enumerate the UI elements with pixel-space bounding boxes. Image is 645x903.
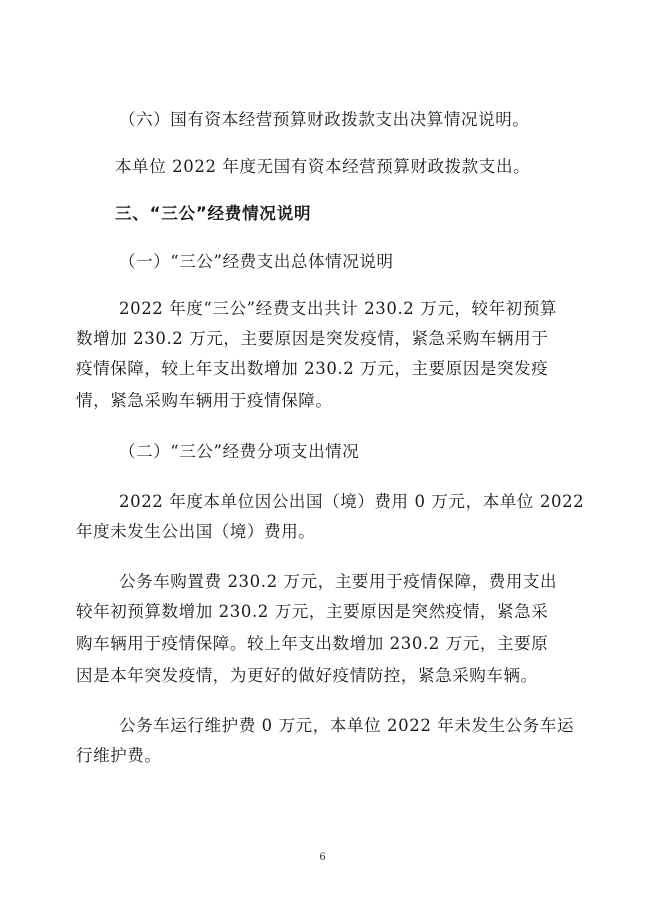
subsection-2-para-2-line-2: 较年初预算数增加 230.2 万元，主要原因是突然疫情，紧急采 <box>76 602 549 621</box>
subsection-2-para-3-line-2: 行维护费。 <box>76 746 162 765</box>
subsection-1-line-1: 2022 年度“三公”经费支出共计 230.2 万元，较年初预算 <box>119 299 558 318</box>
subsection-1-line-2: 数增加 230.2 万元，主要原因是突发疫情，紧急采购车辆用于 <box>76 329 549 348</box>
section-3-heading: 三、“三公”经费情况说明 <box>115 204 312 223</box>
subsection-2-para-2-line-1: 公务车购置费 230.2 万元，主要用于疫情保障，费用支出 <box>119 572 558 591</box>
section-6-heading: （六）国有资本经营预算财政拨款支出决算情况说明。 <box>119 110 530 129</box>
subsection-2-para-3-line-1: 公务车运行维护费 0 万元，本单位 2022 年未发生公务车运 <box>119 716 575 735</box>
page-number: 6 <box>319 852 326 863</box>
subsection-1-line-3: 疫情保障，较上年支出数增加 230.2 万元，主要原因是突发疫 <box>76 359 549 378</box>
subsection-1-heading: （一）“三公”经费支出总体情况说明 <box>119 252 394 271</box>
subsection-2-para-2-line-4: 因是本年突发疫情，为更好的做好疫情防控，紧急采购车辆。 <box>76 666 538 685</box>
subsection-2-heading: （二）“三公”经费分项支出情况 <box>119 442 360 461</box>
subsection-2-para-1-line-2: 年度未发生公出国（境）费用。 <box>76 522 316 541</box>
subsection-1-line-4: 情，紧急采购车辆用于疫情保障。 <box>76 391 333 410</box>
subsection-2-para-1-line-1: 2022 年度本单位因公出国（境）费用 0 万元，本单位 2022 <box>119 492 585 511</box>
subsection-2-para-2-line-3: 购车辆用于疫情保障。较上年支出数增加 230.2 万元，主要原 <box>76 634 549 653</box>
section-6-body: 本单位 2022 年度无国有资本经营预算财政拨款支出。 <box>115 157 531 176</box>
